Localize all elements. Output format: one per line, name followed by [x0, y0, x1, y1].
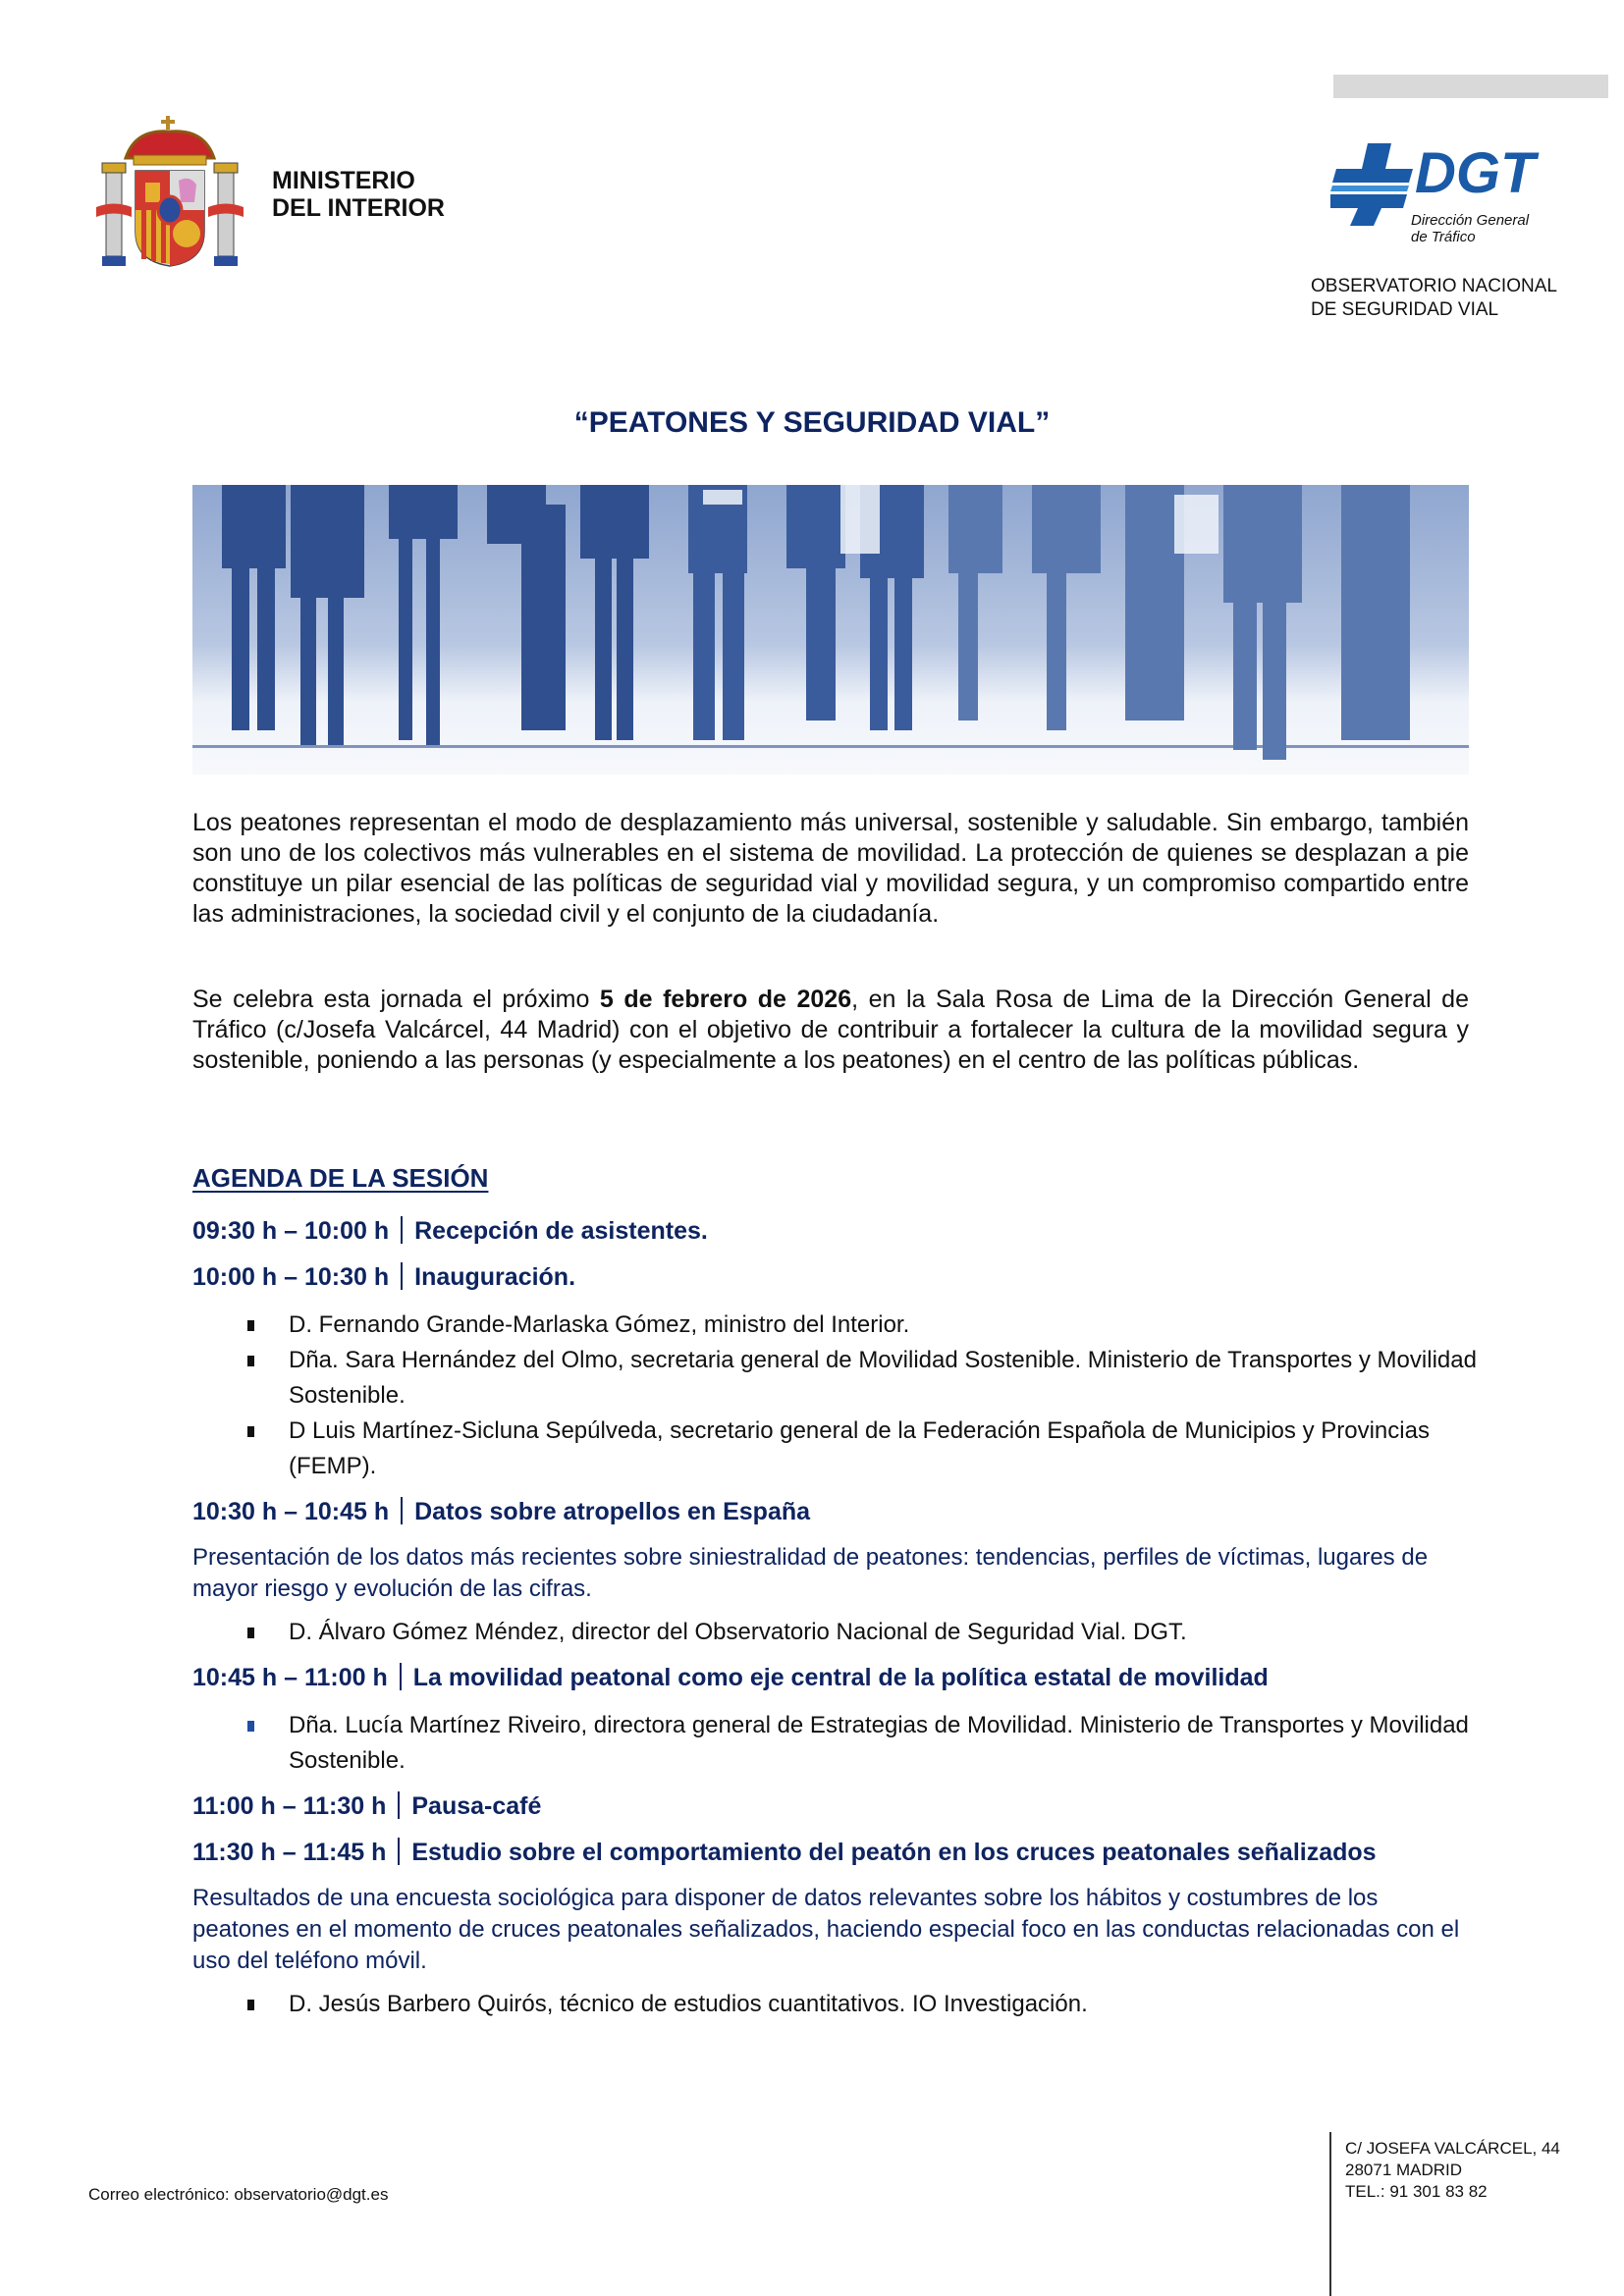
dgt-subtitle-line-1: Dirección General	[1411, 212, 1530, 229]
observatorio-line-1: OBSERVATORIO NACIONAL	[1311, 276, 1557, 296]
speaker-item	[192, 1414, 1479, 1484]
coat-of-arms-logo	[96, 114, 244, 271]
slot-separator	[398, 1838, 400, 1865]
header-grey-bar	[1333, 75, 1608, 98]
square-bullet-icon	[247, 1320, 254, 1331]
speaker-text: Dña. Sara Hernández del Olmo, secretaria general de Movilidad Sostenible. Ministerio de Transportes y Movilidad Sostenible.	[289, 1347, 1477, 1409]
speaker-text: D. Álvaro Gómez Méndez, director del Observatorio Nacional de Seguridad Vial. DGT.	[289, 1619, 1187, 1645]
slot-description: Presentación de los datos más recientes sobre siniestralidad de peatones: tendencias, perfiles de víctimas, lugares de mayor riesgo y evolución de las cifras.	[192, 1544, 1429, 1602]
agenda-slot	[192, 1837, 1479, 1869]
intro-paragraph-1: Los peatones representan el modo de desplazamiento más universal, sostenible y saludable. Sin embargo, también son uno de los colectivos más vulnerables en el sistema de movilidad. La protección de quienes se desplazan a pie constituye un pilar esencial de las políticas de seguridad vial y movilidad segura, y un compromiso compartido entre las administraciones, la sociedad civil y el conjunto de la ciudadanía.	[192, 809, 1469, 928]
agenda-slot	[192, 1261, 1479, 1294]
observatorio-line-2: DE SEGURIDAD VIAL	[1311, 299, 1499, 320]
slot-description: Resultados de una encuesta sociológica para disponer de datos relevantes sobre los hábitos y costumbres de los peatones en el momento de cruces peatonales señalizados, haciendo especial foco en las conductas relacionadas con el uso del teléfono móvil.	[192, 1885, 1460, 1974]
slot-separator	[400, 1663, 402, 1690]
agenda-slot	[192, 1662, 1479, 1694]
address-line-1: C/ JOSEFA VALCÁRCEL, 44	[1345, 2139, 1560, 2158]
square-bullet-icon	[247, 1426, 254, 1437]
speaker-text: D. Fernando Grande-Marlaska Gómez, ministro del Interior.	[289, 1311, 910, 1338]
slot-time: 11:00 h – 11:30 h	[192, 1792, 387, 1820]
speaker-item	[192, 1615, 1479, 1650]
agenda-heading: AGENDA DE LA SESIÓN	[192, 1163, 489, 1193]
slot-title: Pausa-café	[411, 1792, 542, 1820]
slot-separator	[401, 1216, 403, 1244]
intro-paragraph-2-text-a: Se celebra esta jornada el próximo	[192, 986, 600, 1013]
slot-title: Datos sobre atropellos en España	[414, 1498, 811, 1525]
dgt-wordmark: DGT	[1415, 141, 1536, 205]
square-bullet-icon	[247, 1356, 254, 1366]
slot-time: 10:00 h – 10:30 h	[192, 1263, 390, 1291]
slot-time: 10:45 h – 11:00 h	[192, 1664, 388, 1691]
ministry-line-1: MINISTERIO	[272, 167, 415, 194]
footer-address	[1345, 2138, 1560, 2203]
slot-time: 09:30 h – 10:00 h	[192, 1217, 390, 1245]
ministry-line-2: DEL INTERIOR	[272, 194, 445, 222]
dgt-subtitle	[1411, 212, 1529, 245]
ministry-name	[272, 167, 445, 222]
dgt-cross-icon	[1330, 143, 1413, 226]
footer-divider	[1329, 2132, 1331, 2296]
slot-time: 10:30 h – 10:45 h	[192, 1498, 390, 1525]
slot-title: Inauguración.	[414, 1263, 576, 1291]
square-bullet-icon	[247, 1628, 254, 1638]
square-bullet-icon	[247, 2000, 254, 2010]
footer-email: Correo electrónico: observatorio@dgt.es	[88, 2185, 389, 2204]
pedestrians-photo	[192, 485, 1469, 774]
speaker-list	[192, 1708, 1479, 1779]
speaker-list	[192, 1308, 1479, 1484]
slot-separator	[398, 1791, 400, 1819]
agenda-slot	[192, 1790, 1479, 1823]
speaker-list	[192, 1987, 1479, 2022]
observatorio-name	[1311, 275, 1557, 322]
intro-paragraph-2	[192, 985, 1469, 1076]
slot-title: La movilidad peatonal como eje central de la política estatal de movilidad	[412, 1664, 1269, 1691]
square-bullet-icon	[247, 1721, 254, 1732]
speaker-item	[192, 1987, 1479, 2022]
slot-separator	[401, 1497, 403, 1524]
phone-line: TEL.: 91 301 83 82	[1345, 2182, 1488, 2201]
event-date: 5 de febrero de 2026	[599, 986, 852, 1013]
speaker-item	[192, 1343, 1479, 1414]
agenda-list	[192, 1215, 1479, 2034]
intro-paragraph-2-text-b: , en la Sala Rosa de Lima de la Dirección General de Tráfico (c/Josefa Valcárcel, 44 Madrid) con el objetivo de contribuir a fortalecer la cultura de la movilidad segura y sostenible, poniendo a las personas (y especialmente a los peatones) en el centro de las políticas públicas.	[192, 986, 1469, 1074]
speaker-item	[192, 1308, 1479, 1343]
address-line-2: 28071 MADRID	[1345, 2161, 1463, 2179]
dgt-subtitle-line-2: de Tráfico	[1411, 229, 1476, 245]
speaker-text: Dña. Lucía Martínez Riveiro, directora general de Estrategias de Movilidad. Ministerio de Transportes y Movilidad Sostenible.	[289, 1712, 1469, 1774]
speaker-list	[192, 1615, 1479, 1650]
slot-separator	[401, 1262, 403, 1290]
slot-title: Recepción de asistentes.	[414, 1217, 708, 1245]
agenda-slot	[192, 1496, 1479, 1528]
document-title: “PEATONES Y SEGURIDAD VIAL”	[573, 406, 1051, 439]
speaker-text: D. Jesús Barbero Quirós, técnico de estudios cuantitativos. IO Investigación.	[289, 1991, 1088, 2017]
agenda-slot	[192, 1215, 1479, 1248]
dgt-logo	[1330, 143, 1586, 259]
speaker-item	[192, 1708, 1479, 1779]
slot-time: 11:30 h – 11:45 h	[192, 1839, 387, 1866]
speaker-text: D Luis Martínez-Sicluna Sepúlveda, secretario general de la Federación Española de Municipios y Provincias (FEMP).	[289, 1417, 1430, 1479]
slot-title: Estudio sobre el comportamiento del peatón en los cruces peatonales señalizados	[411, 1839, 1377, 1866]
